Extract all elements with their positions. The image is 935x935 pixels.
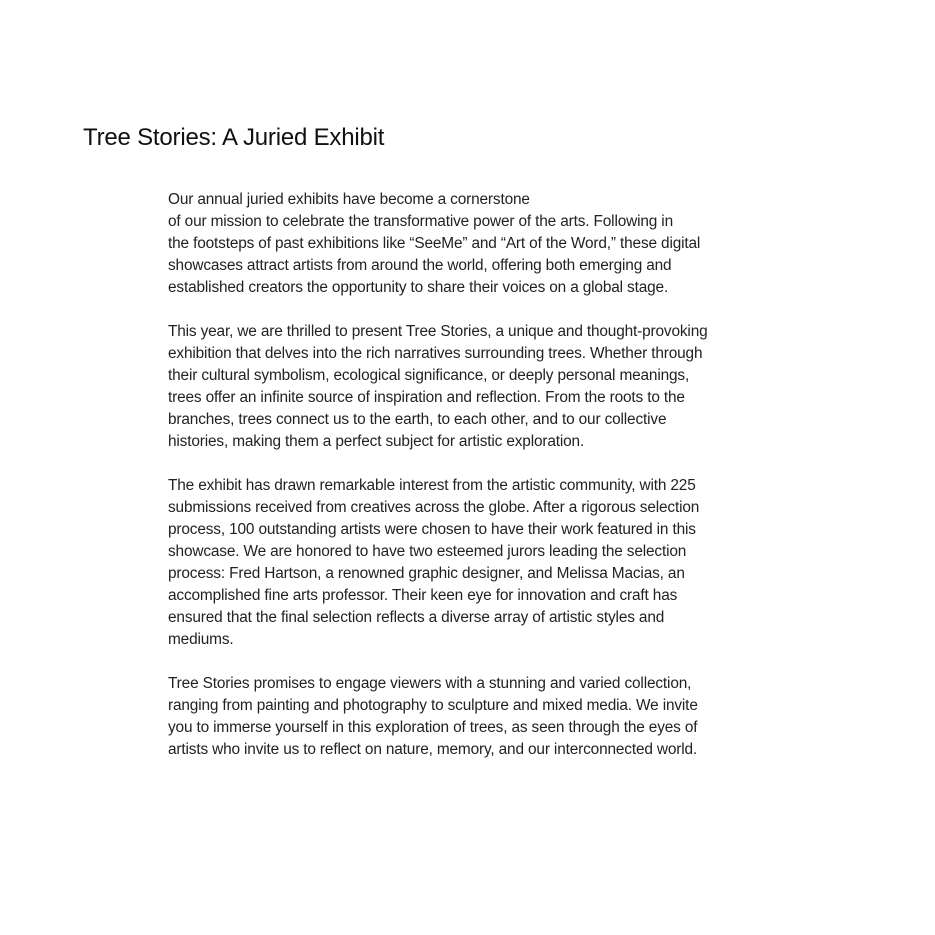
text-line: The exhibit has drawn remarkable interest from the artistic community, with 225 <box>168 477 696 494</box>
text-line: Tree Stories promises to engage viewers with a stunning and varied collection, <box>168 675 692 692</box>
text-line: branches, trees connect us to the earth, to each other, and to our collective <box>168 411 667 428</box>
text-line: established creators the opportunity to share their voices on a global stage. <box>168 279 669 296</box>
text-line: submissions received from creatives across the globe. After a rigorous selection <box>168 499 700 516</box>
paragraph-theme <box>168 321 788 453</box>
paragraph-intro <box>168 189 788 299</box>
text-line: Our annual juried exhibits have become a cornerstone <box>168 191 530 208</box>
text-line: ensured that the final selection reflects a diverse array of artistic styles and <box>168 609 665 626</box>
text-line: trees offer an infinite source of inspiration and reflection. From the roots to the <box>168 389 685 406</box>
text-line: histories, making them a perfect subject for artistic exploration. <box>168 433 585 450</box>
text-line: exhibition that delves into the rich narratives surrounding trees. Whether through <box>168 345 703 362</box>
text-line: process, 100 outstanding artists were chosen to have their work featured in this <box>168 521 696 538</box>
text-line: accomplished fine arts professor. Their keen eye for innovation and craft has <box>168 587 678 604</box>
text-line: This year, we are thrilled to present Tree Stories, a unique and thought-provoking <box>168 323 708 340</box>
text-line: mediums. <box>168 631 234 648</box>
text-line: showcase. We are honored to have two esteemed jurors leading the selection <box>168 543 687 560</box>
page-title: Tree Stories: A Juried Exhibit <box>83 124 385 151</box>
text-line: artists who invite us to reflect on nature, memory, and our interconnected world. <box>168 741 698 758</box>
text-line: the footsteps of past exhibitions like “SeeMe” and “Art of the Word,” these digital <box>168 235 701 252</box>
body-text <box>168 189 788 783</box>
text-line: showcases attract artists from around the world, offering both emerging and <box>168 257 672 274</box>
text-line: ranging from painting and photography to sculpture and mixed media. We invite <box>168 697 698 714</box>
text-line: process: Fred Hartson, a renowned graphic designer, and Melissa Macias, an <box>168 565 685 582</box>
paragraph-jurors <box>168 475 788 651</box>
text-line: their cultural symbolism, ecological significance, or deeply personal meanings, <box>168 367 690 384</box>
text-line: you to immerse yourself in this exploration of trees, as seen through the eyes of <box>168 719 698 736</box>
paragraph-closing <box>168 673 788 761</box>
text-line: of our mission to celebrate the transformative power of the arts. Following in <box>168 213 673 230</box>
